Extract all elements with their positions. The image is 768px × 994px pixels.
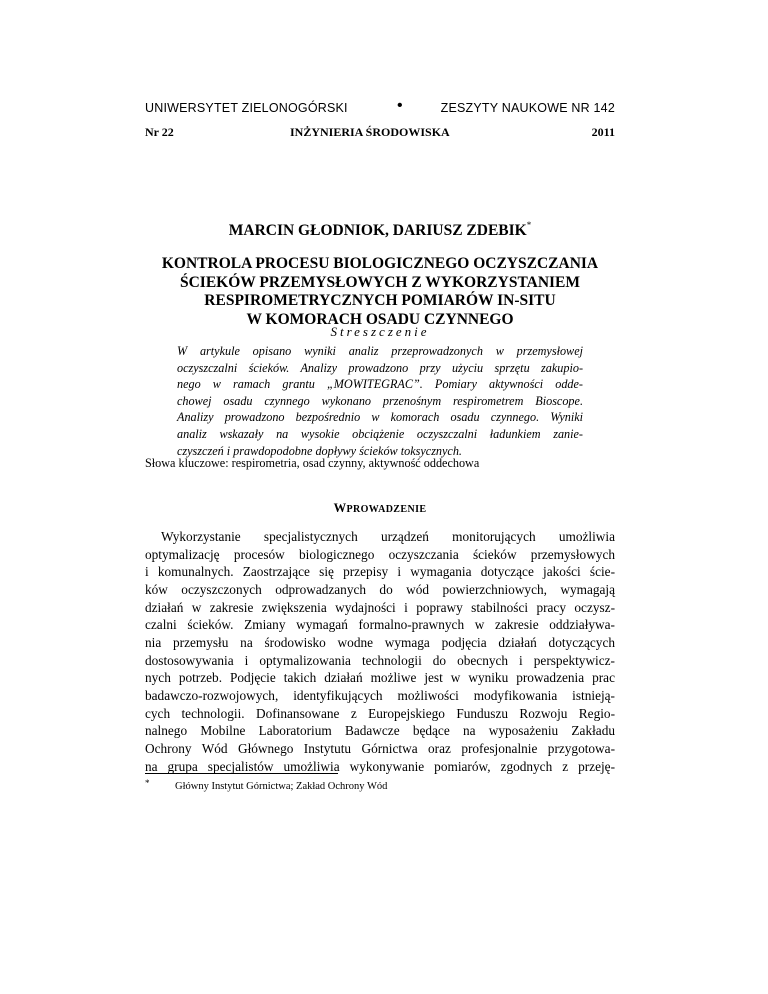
author-footnote-mark: *: [526, 220, 532, 230]
issue-number: Nr 22: [145, 125, 174, 139]
paper-title: [145, 255, 615, 329]
journal-series: ZESZYTY NAUKOWE NR 142: [440, 101, 615, 115]
body-line: nia przemysłu na środowisko wodne wymaga podjęcia działań dotyczących: [145, 634, 615, 650]
section-heading: [145, 501, 615, 516]
abstract-line: W artykule opisano wyniki analiz przeprowadzonych w przemysłowej: [177, 344, 583, 358]
footnote-mark: *: [145, 778, 150, 788]
title-line: ŚCIEKÓW PRZEMYSŁOWYCH Z WYKORZYSTANIEM: [179, 273, 581, 291]
body-line: czalni ścieków. Zmiany wymagań formalno-prawnych w zakresie oddziaływa-: [145, 617, 615, 633]
issue-year: 2011: [591, 125, 615, 139]
body-line: cych technologii. Dofinansowane z Europejskiego Funduszu Rozwoju Regio-: [145, 705, 615, 721]
body-line: Wykorzystanie specjalistycznych urządzeń monitorujących umożliwia: [161, 529, 615, 544]
abstract-heading: Streszczenie: [330, 324, 430, 339]
title-line: KONTROLA PROCESU BIOLOGICZNEGO OCZYSZCZANIA: [161, 255, 599, 272]
body-line: nalnego Mobilne Laboratorium Badawcze będące na wyposażeniu Zakładu: [145, 723, 615, 739]
abstract-line: oczyszczalni ścieków. Analizy prowadzono przy użyciu sprzętu zakupio-: [177, 360, 583, 375]
section-heading-rest: PROWADZENIE: [346, 504, 427, 515]
university-name: UNIWERSYTET ZIELONOGÓRSKI: [145, 101, 348, 115]
journal-section: INŻYNIERIA ŚRODOWISKA: [290, 125, 450, 139]
abstract-line: chowej osadu czynnego wykonano przenośnym respirometrem Bioscope.: [177, 393, 583, 408]
abstract-line: nego w ramach grantu „MOWITEGRAC”. Pomiary aktywności odde-: [177, 377, 583, 392]
body-line: optymalizację procesów biologicznego oczyszczania ścieków przemysłowych: [145, 546, 615, 562]
footnote-divider: [145, 773, 338, 774]
title-line: W KOMORACH OSADU CZYNNEGO: [246, 310, 514, 328]
body-line: badawczo-rozwojowych, identyfikujących możliwości modyfikowania istnieją-: [145, 687, 615, 703]
body-line: działań w zakresie zwiększenia wydajności i poprawy stabilności pracy oczysz-: [145, 599, 615, 615]
journal-header: [145, 97, 615, 115]
author-names: MARCIN GŁODNIOK, DARIUSZ ZDEBIK: [228, 222, 527, 239]
abstract-line: czyszczeń i prawdopodobne dopływy ścieków toksycznych.: [177, 443, 462, 458]
keywords: Słowa kluczowe: respirometria, osad czynny, aktywność oddechowa: [145, 456, 480, 470]
footnote-text: Główny Instytut Górnictwa; Zakład Ochrony Wód: [175, 781, 388, 792]
body-line: Ochrony Wód Głównego Instytutu Górnictwa oraz profesjonalnie przygotowa-: [145, 740, 615, 756]
abstract-line: analiz wskazały na wysokie obciążenie oczyszczalni ładunkiem zanie-: [177, 426, 583, 441]
body-line: dostosowywania i optymalizowania technologii do obecnych i perspektywicz-: [145, 652, 615, 668]
section-heading-initial: W: [333, 501, 347, 515]
body-line: ków oczyszczonych odprowadzanych do wód powierzchniowych, wymagają: [145, 581, 615, 597]
abstract-line: Analizy prowadzono bezpośrednio w komorach osadu czynnego. Wyniki: [177, 410, 583, 425]
title-line: RESPIROMETRYCZNYCH POMIARÓW IN-SITU: [204, 292, 556, 309]
abstract-body: [177, 343, 583, 459]
body-line: i komunalnych. Zaostrzające się przepisy i wymagania dotyczące jakości ście-: [145, 564, 615, 580]
body-line: nych potrzeb. Podjęcie takich działań możliwe jest w wyniku prowadzenia prac: [145, 670, 615, 686]
body-text: [145, 528, 615, 775]
authors: [145, 220, 615, 240]
body-line: na grupa specjalistów umożliwia wykonywanie pomiarów, zgodnych z przeję-: [145, 758, 615, 774]
header-bullet: •: [397, 97, 403, 114]
